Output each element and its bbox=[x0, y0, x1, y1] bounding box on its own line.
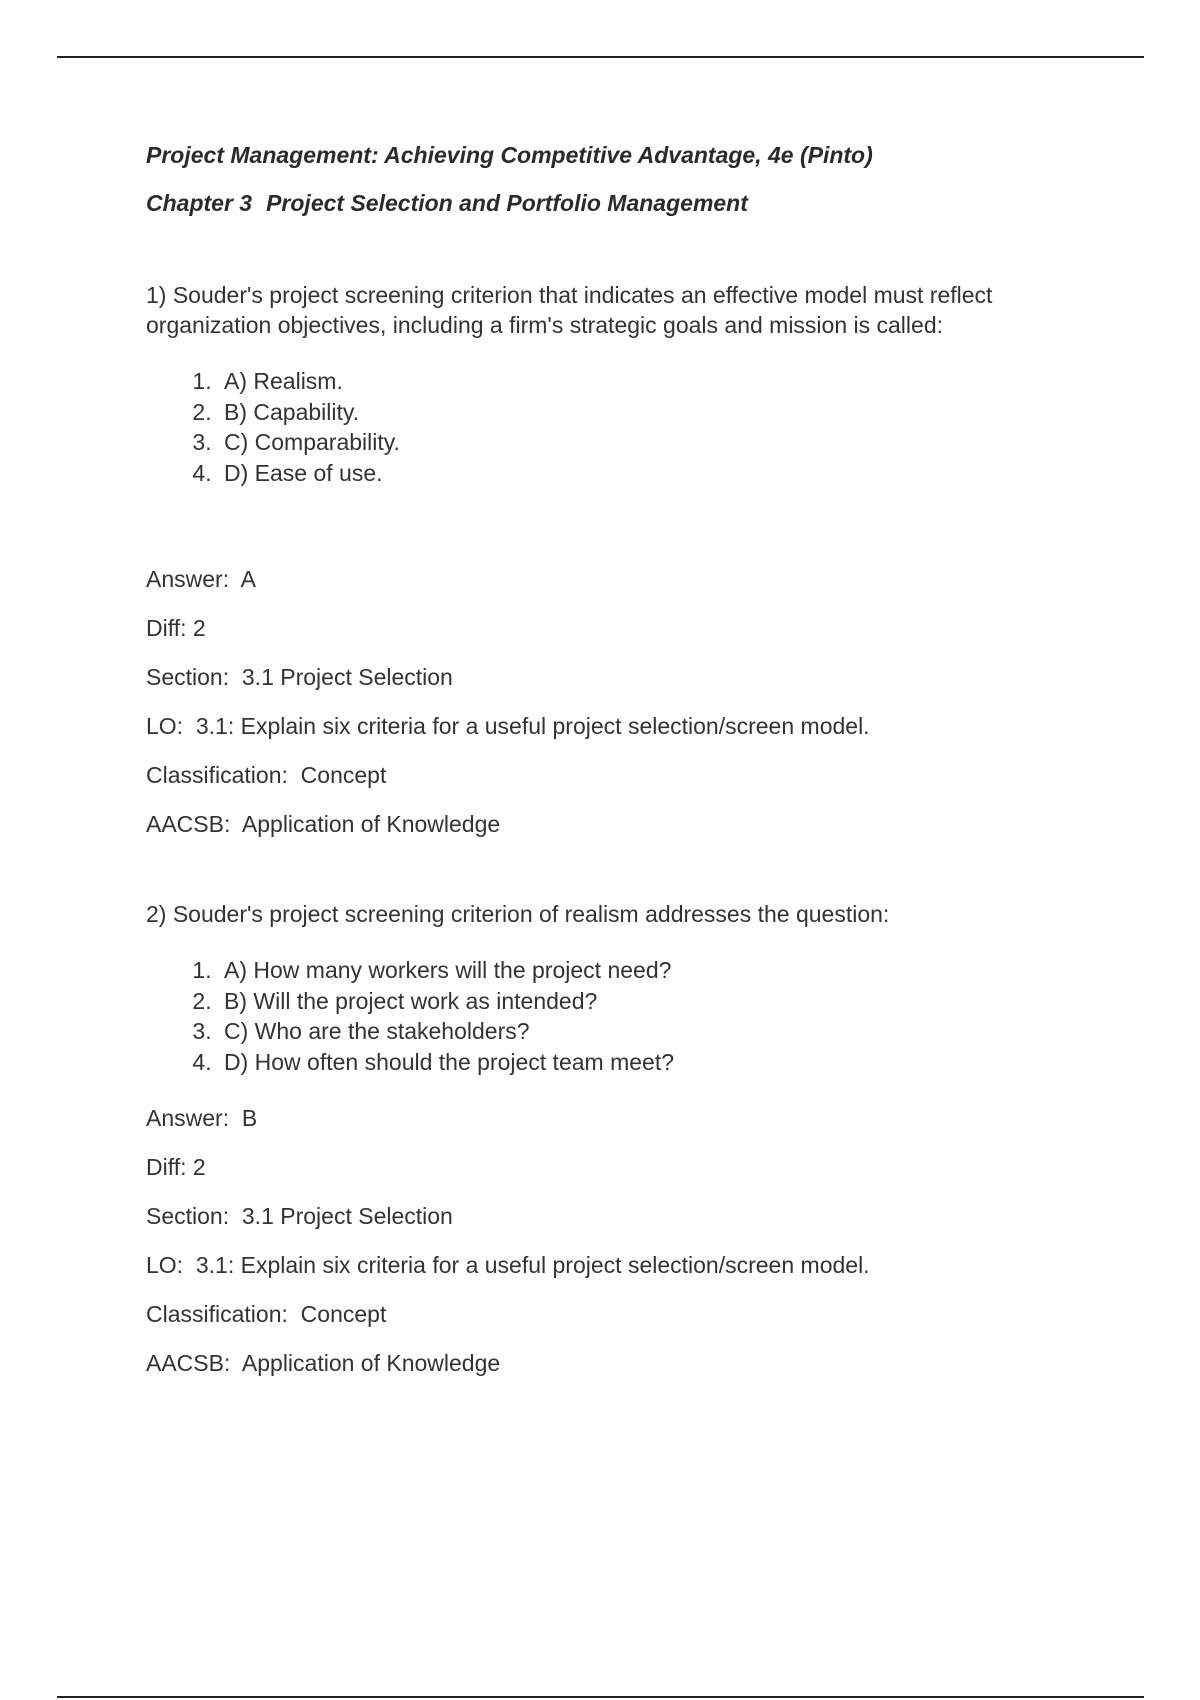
choice-a: 1. A) Realism. bbox=[218, 366, 1096, 397]
section-value: 3.1 Project Selection bbox=[241, 1203, 453, 1229]
choice-d: 4. D) Ease of use. bbox=[218, 458, 1096, 489]
chapter-title: Project Selection and Portfolio Management bbox=[266, 190, 748, 216]
classification-line bbox=[146, 760, 1096, 790]
question-metadata bbox=[146, 564, 1096, 839]
aacsb-value: Application of Knowledge bbox=[241, 811, 501, 837]
chapter-number: Chapter 3 bbox=[146, 190, 253, 216]
classification-value: Concept bbox=[300, 762, 387, 788]
document-body bbox=[146, 140, 1096, 1397]
section-value: 3.1 Project Selection bbox=[241, 664, 453, 690]
aacsb-line bbox=[146, 1348, 1096, 1378]
answer-line bbox=[146, 564, 1096, 594]
top-rule bbox=[57, 56, 1144, 58]
answer-value: A bbox=[240, 566, 256, 592]
diff-label: Diff: bbox=[146, 1154, 187, 1180]
classification-value: Concept bbox=[300, 1301, 387, 1327]
choice-b: 2. B) Capability. bbox=[218, 397, 1096, 428]
diff-line bbox=[146, 1152, 1096, 1182]
diff-label: Diff: bbox=[146, 615, 187, 641]
section-line bbox=[146, 662, 1096, 692]
answer-line bbox=[146, 1103, 1096, 1133]
aacsb-line bbox=[146, 809, 1096, 839]
choice-a: 1. A) How many workers will the project need? bbox=[218, 955, 1096, 986]
question-stem: 1) Souder's project screening criterion that indicates an effective model must reflect organization objectives, including a firm's strategic goals and mission is called: bbox=[146, 282, 993, 338]
book-title: Project Management: Achieving Competitive Advantage, 4e (Pinto) bbox=[146, 142, 873, 168]
answer-label: Answer: bbox=[146, 1105, 230, 1131]
lo-value: 3.1: Explain six criteria for a useful project selection/screen model. bbox=[195, 713, 870, 739]
choice-c: 3. C) Comparability. bbox=[218, 427, 1096, 458]
choice-list bbox=[146, 366, 1096, 488]
diff-value: 2 bbox=[192, 1154, 206, 1180]
lo-line bbox=[146, 711, 1096, 741]
chapter-heading bbox=[146, 188, 1096, 218]
answer-value: B bbox=[241, 1105, 258, 1131]
aacsb-label: AACSB: bbox=[146, 1350, 231, 1376]
classification-label: Classification: bbox=[146, 762, 288, 788]
lo-value: 3.1: Explain six criteria for a useful project selection/screen model. bbox=[195, 1252, 870, 1278]
choice-b: 2. B) Will the project work as intended? bbox=[218, 986, 1096, 1017]
lo-line bbox=[146, 1250, 1096, 1280]
question-metadata bbox=[146, 1103, 1096, 1378]
aacsb-value: Application of Knowledge bbox=[241, 1350, 501, 1376]
bottom-rule bbox=[57, 1696, 1144, 1698]
classification-label: Classification: bbox=[146, 1301, 288, 1327]
lo-label: LO: bbox=[146, 1252, 184, 1278]
diff-value: 2 bbox=[192, 615, 206, 641]
question-stem: 2) Souder's project screening criterion of realism addresses the question: bbox=[146, 901, 890, 927]
section-label: Section: bbox=[146, 664, 230, 690]
classification-line bbox=[146, 1299, 1096, 1329]
diff-line bbox=[146, 613, 1096, 643]
aacsb-label: AACSB: bbox=[146, 811, 231, 837]
choice-list bbox=[146, 955, 1096, 1077]
section-label: Section: bbox=[146, 1203, 230, 1229]
choice-c: 3. C) Who are the stakeholders? bbox=[218, 1016, 1096, 1047]
answer-label: Answer: bbox=[146, 566, 230, 592]
section-line bbox=[146, 1201, 1096, 1231]
question-2 bbox=[146, 899, 1096, 1378]
question-1 bbox=[146, 280, 1096, 839]
choice-d: 4. D) How often should the project team meet? bbox=[218, 1047, 1096, 1078]
lo-label: LO: bbox=[146, 713, 184, 739]
